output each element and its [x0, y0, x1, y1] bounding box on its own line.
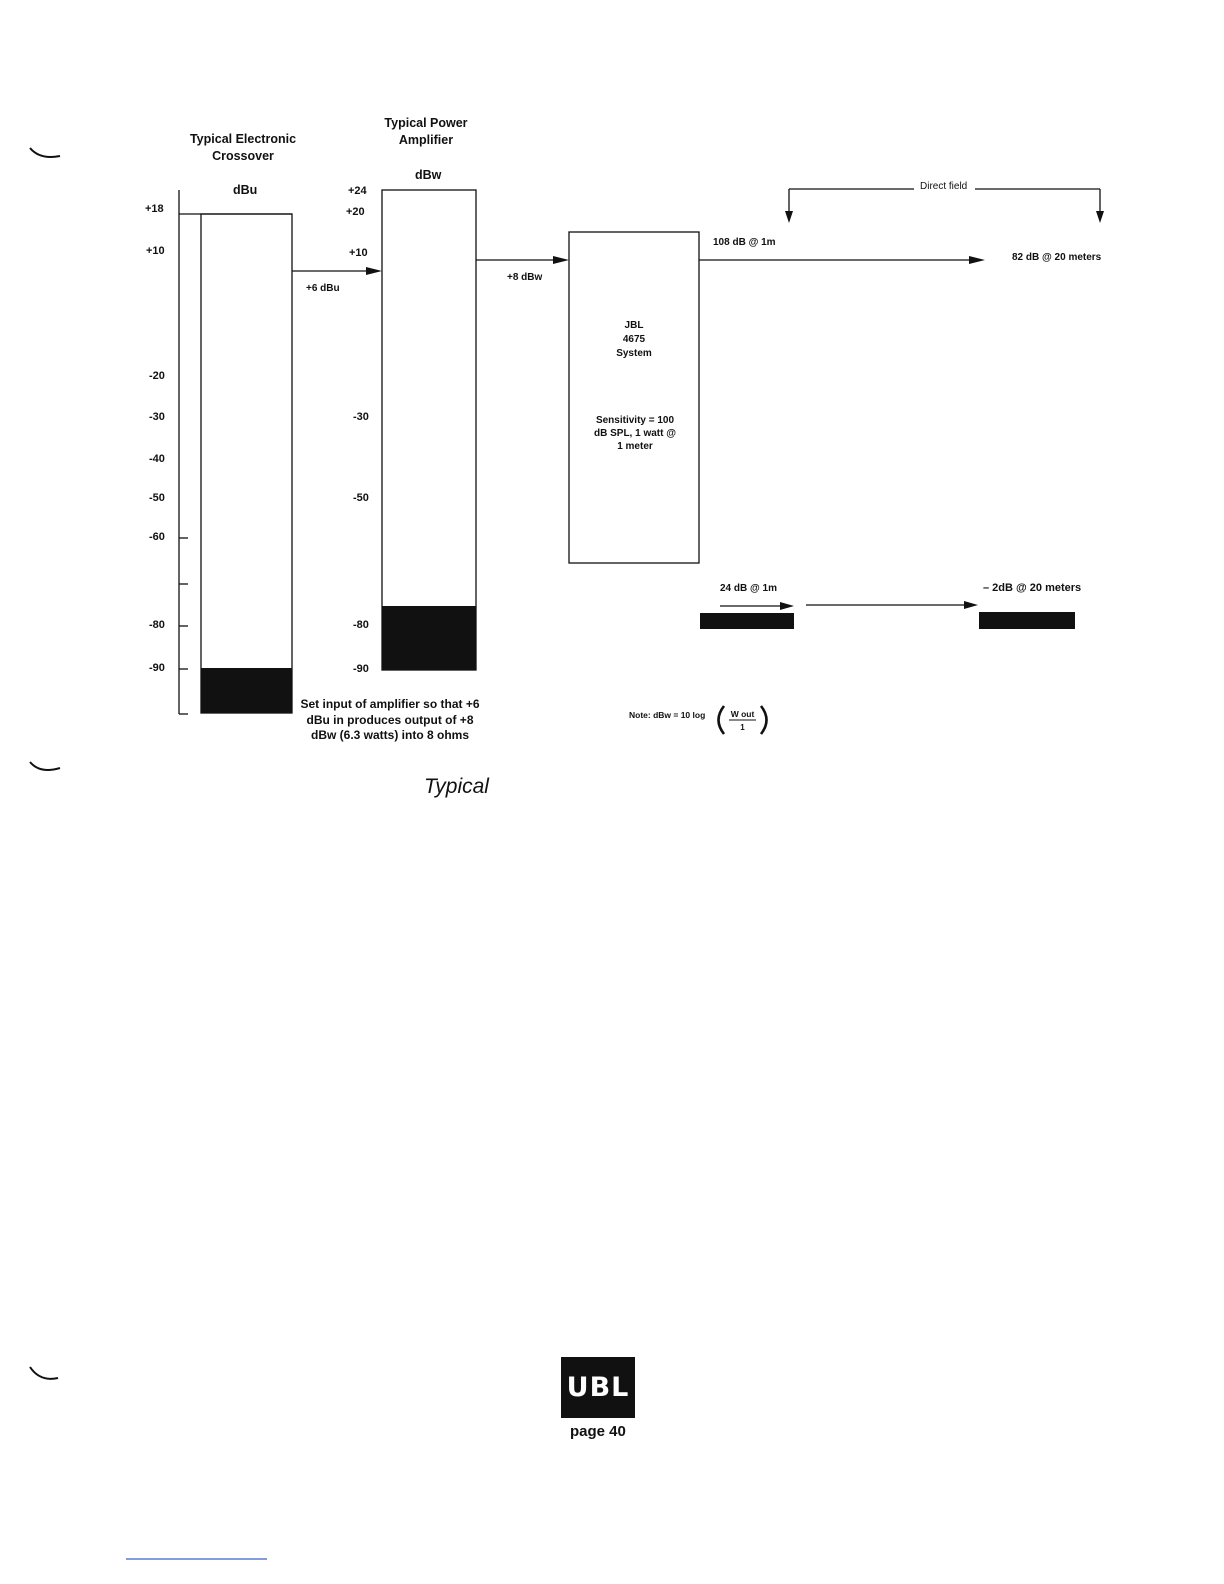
amplifier-tick: -50: [353, 492, 369, 504]
direct-field-near-level: 108 dB @ 1m: [713, 237, 776, 248]
system-name-line3: System: [616, 348, 652, 359]
figure-caption: Typical: [424, 775, 489, 798]
amplifier-unit-label: dBw: [415, 168, 442, 182]
crossover-level-column: [179, 214, 292, 713]
amplifier-tick: +10: [349, 247, 368, 259]
scan-mark: [30, 762, 60, 770]
amplifier-tick: +24: [348, 185, 367, 197]
crossover-output-label: +6 dBu: [306, 283, 340, 294]
crossover-tick: -60: [149, 531, 165, 543]
amplifier-tick: +20: [346, 206, 365, 218]
direct-field-label: Direct field: [920, 181, 968, 192]
noise-far-arrow: [806, 601, 978, 609]
amplifier-tick: -30: [353, 411, 369, 423]
crossover-scale-axis: [179, 190, 188, 714]
formula-numerator: W out: [730, 709, 755, 719]
scan-mark: [30, 148, 60, 157]
crossover-to-amplifier-arrow: [292, 267, 382, 275]
crossover-unit-label: dBu: [233, 183, 258, 197]
crossover-title: Typical Electronic Crossover: [189, 132, 297, 163]
direct-field-output-arrow: [699, 256, 985, 264]
noise-near-arrow: [720, 602, 794, 610]
formula-prefix: Note: dBw = 10 log: [629, 710, 706, 720]
noise-far-level: – 2dB @ 20 meters: [983, 582, 1082, 594]
amplifier-tick: -90: [353, 663, 369, 675]
direct-field-far-level: 82 dB @ 20 meters: [1012, 252, 1102, 263]
crossover-tick: -20: [149, 370, 165, 382]
scan-mark: [30, 1367, 58, 1379]
amplifier-tick: -80: [353, 619, 369, 631]
crossover-tick: -90: [149, 662, 165, 674]
crossover-tick: +10: [146, 245, 165, 257]
crossover-tick: -50: [149, 492, 165, 504]
noise-near-bar: [700, 613, 794, 629]
crossover-tick: -40: [149, 453, 165, 465]
amplifier-setup-note: Set input of amplifier so that +6 dBu in produces output of +8 dBw (6.3 watts) into 8 ohms: [300, 697, 480, 743]
noise-near-level: 24 dB @ 1m: [720, 583, 777, 594]
crossover-tick: -80: [149, 619, 165, 631]
crossover-noise-floor: [201, 668, 292, 713]
crossover-tick: +18: [145, 203, 164, 215]
noise-far-bar: [979, 612, 1075, 629]
direct-field-bracket: [785, 189, 1104, 223]
jbl-logo: UBL: [561, 1357, 635, 1418]
amplifier-title: Typical Power Amplifier: [384, 116, 468, 147]
system-sensitivity: Sensitivity = 100 dB SPL, 1 watt @ 1 meter: [594, 415, 676, 452]
crossover-tick: -30: [149, 411, 165, 423]
system-box: [569, 232, 699, 563]
amplifier-output-label: +8 dBw: [507, 272, 543, 283]
amplifier-level-column: [382, 190, 476, 670]
page-number: page 40: [570, 1423, 626, 1440]
system-name-line2: 4675: [622, 334, 646, 345]
formula-denominator: 1: [740, 723, 745, 732]
amplifier-to-system-arrow: [476, 256, 569, 264]
amplifier-noise-floor: [382, 606, 476, 670]
system-name-line1: JBL: [624, 320, 644, 331]
